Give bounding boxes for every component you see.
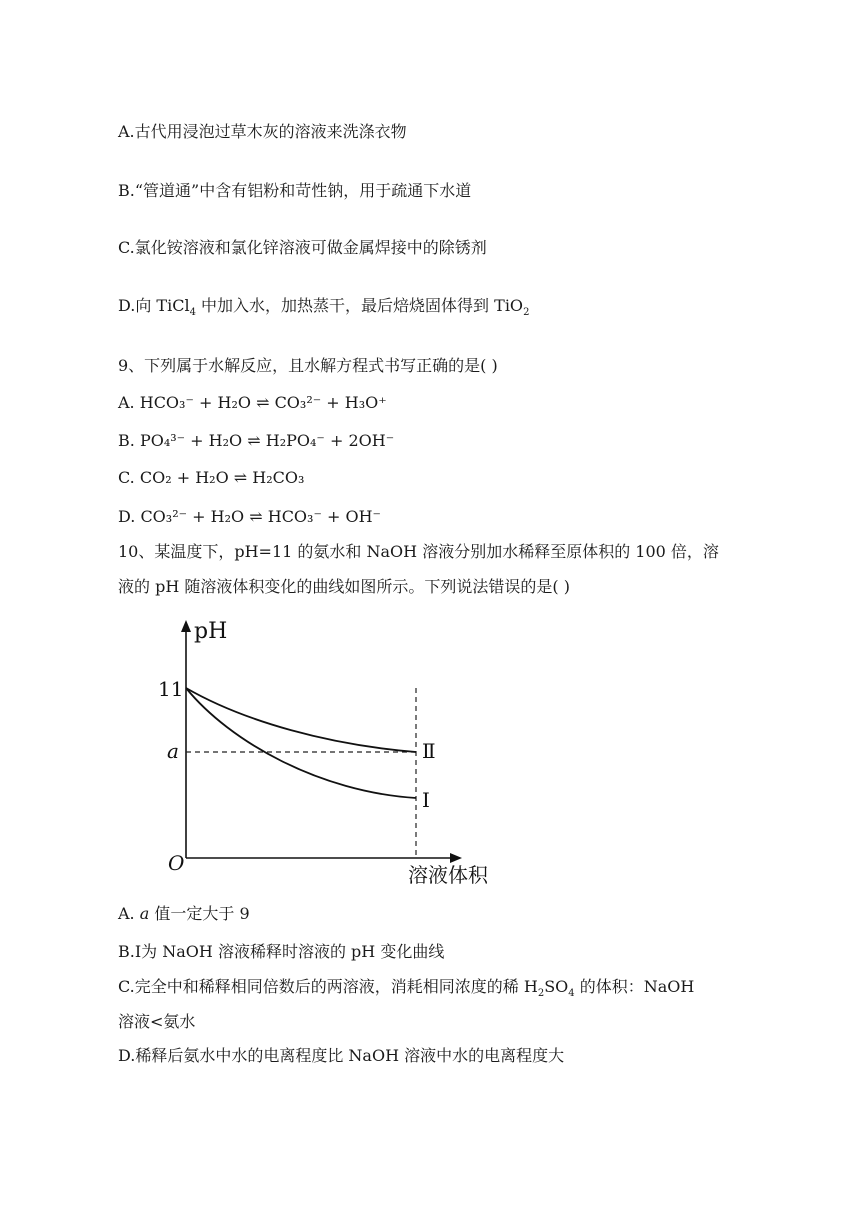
q10-c-rest: 的体积：NaOH xyxy=(574,977,695,996)
q9-b-label: B. xyxy=(118,431,135,450)
q8-option-b: B.“管道通”中含有铝粉和苛性钠，用于疏通下水道 xyxy=(118,181,472,200)
q10-a-prefix: A. xyxy=(118,904,140,923)
q9-c-lhs: CO₂ + H₂O xyxy=(139,468,229,487)
curve-ii-label: Ⅱ xyxy=(422,739,436,763)
ph-dilution-graph xyxy=(150,612,510,890)
q10-option-b: B.Ⅰ为 NaOH 溶液稀释时溶液的 pH 变化曲线 xyxy=(118,942,445,961)
q10-a-var: a xyxy=(139,904,150,923)
q8-option-d-mid: 中加入水，加热蒸干，最后焙烧固体得到 TiO xyxy=(195,296,524,315)
q10-option-c-line2: 溶液<氨水 xyxy=(118,1012,196,1031)
y-axis-arrow-icon xyxy=(181,620,191,632)
q9-b-arrow: ⇌ xyxy=(247,431,261,450)
q10-stem-line1: 10、某温度下，pH=11 的氨水和 NaOH 溶液分别加水稀释至原体积的 100 倍，溶 xyxy=(118,542,719,561)
q10-a-rest: 值一定大于 9 xyxy=(149,904,250,923)
q9-c-label: C. xyxy=(118,468,135,487)
y-axis-label: pH xyxy=(194,619,228,644)
q8-option-d-sub1: 4 xyxy=(189,307,196,319)
q8-option-a: A.古代用浸泡过草木灰的溶液来洗涤衣物 xyxy=(118,122,407,141)
q10-c-sub2: 4 xyxy=(568,988,575,1000)
q9-option-d xyxy=(118,506,381,528)
q8-option-d-sub2: 2 xyxy=(523,307,530,319)
q8-option-d-prefix: D.向 TiCl xyxy=(118,296,190,315)
q10-stem-line2: 液的 pH 随溶液体积变化的曲线如图所示。下列说法错误的是( ) xyxy=(118,577,570,596)
q9-b-lhs: PO₄³⁻ + H₂O xyxy=(139,431,243,450)
q9-a-label: A. xyxy=(118,393,135,412)
q8-option-d xyxy=(118,295,529,317)
q10-option-c-line1 xyxy=(118,976,694,998)
q9-b-rhs: H₂PO₄⁻ + 2OH⁻ xyxy=(265,431,395,450)
q10-option-d: D.稀释后氨水中水的电离程度比 NaOH 溶液中水的电离程度大 xyxy=(118,1046,565,1065)
q9-c-rhs: H₂CO₃ xyxy=(252,468,305,487)
y-tick-a: a xyxy=(167,739,179,763)
q9-d-rhs: HCO₃⁻ + OH⁻ xyxy=(267,507,381,526)
q10-c-sub1: 2 xyxy=(537,988,545,1000)
curve-ii xyxy=(186,688,416,752)
q10-option-a xyxy=(118,903,250,925)
q9-a-rhs: CO₃²⁻ + H₃O⁺ xyxy=(274,393,387,412)
q9-d-lhs: CO₃²⁻ + H₂O xyxy=(140,507,245,526)
q9-d-arrow: ⇌ xyxy=(249,507,263,526)
y-tick-11: 11 xyxy=(158,677,184,701)
q9-stem: 9、下列属于水解反应，且水解方程式书写正确的是( ) xyxy=(118,356,498,375)
q9-option-b xyxy=(118,430,394,452)
q10-c-mid: SO xyxy=(544,977,569,996)
q9-d-label: D. xyxy=(118,507,136,526)
origin-label: O xyxy=(168,851,185,875)
q9-a-arrow: ⇌ xyxy=(256,393,270,412)
q9-option-a xyxy=(118,392,387,414)
q9-option-c xyxy=(118,467,304,489)
x-axis-label: 溶液体积 xyxy=(408,863,488,887)
q8-option-c: C.氯化铵溶液和氯化锌溶液可做金属焊接中的除锈剂 xyxy=(118,238,487,257)
x-axis-arrow-icon xyxy=(450,853,462,863)
q9-c-arrow: ⇌ xyxy=(233,468,248,487)
q10-c-prefix: C.完全中和稀释相同倍数后的两溶液，消耗相同浓度的稀 H xyxy=(118,977,538,996)
q9-a-lhs: HCO₃⁻ + H₂O xyxy=(139,393,251,412)
curve-i-label: Ⅰ xyxy=(422,788,430,812)
